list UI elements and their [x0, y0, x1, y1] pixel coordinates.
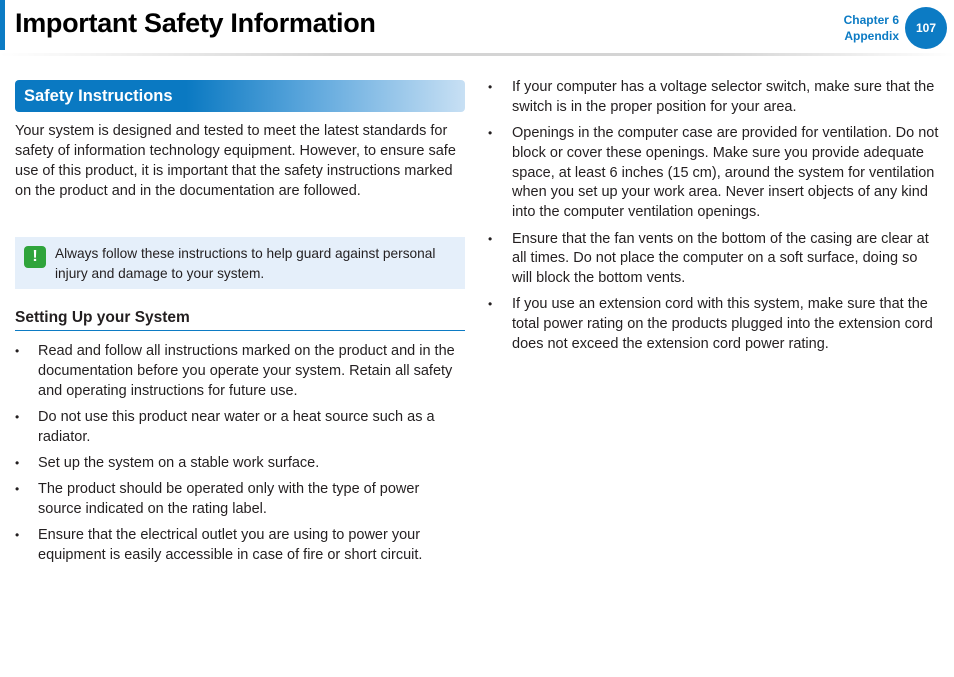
page-number-badge: 107: [905, 7, 947, 49]
caution-note: [15, 237, 465, 289]
safety-bullet-list: [488, 78, 940, 355]
list-item: • The product should be operated only with the type of power source indicated on the rating label.: [15, 480, 465, 520]
list-item: • Read and follow all instructions marked on the product and in the documentation before you operate your system. Retain all safety and operating instructions for future use.: [15, 342, 465, 401]
page-title: Important Safety Information: [15, 8, 376, 38]
chapter-info: [844, 12, 899, 44]
left-column: [15, 80, 465, 572]
page-header: [0, 0, 954, 56]
list-item: • Openings in the computer case are provided for ventilation. Do not block or cover these openings. Make sure you provide adequate space, at least 6 inches (15 cm), around the system for ventilation when you set up your work area. Never insert objects of any kind into the computer ventilation openings.: [488, 124, 940, 223]
subheading-setting-up: Setting Up your System: [15, 309, 465, 331]
list-item: • Ensure that the fan vents on the bottom of the casing are clear at all times. Do not place the computer on a soft surface, doing so will block the bottom vents.: [488, 230, 940, 289]
list-item: • Do not use this product near water or a heat source such as a radiator.: [15, 408, 465, 448]
exclamation-icon: !: [24, 246, 46, 268]
header-divider: [0, 53, 954, 56]
section-label: Appendix: [844, 29, 899, 43]
intro-paragraph: Your system is designed and tested to meet the latest standards for safety of information technology equipment. However, to ensure safe use of this product, it is important that the safety instructions marked on the product and in the documentation are followed.: [15, 123, 456, 199]
setup-bullet-list: [15, 342, 465, 566]
section-title-safety-instructions: Safety Instructions: [15, 80, 465, 112]
list-item: • Ensure that the electrical outlet you are using to power your equipment is easily accessible in case of fire or short circuit.: [15, 526, 465, 566]
list-item: • Set up the system on a stable work surface.: [15, 454, 465, 474]
header-accent-bar: [0, 0, 5, 50]
chapter-label: Chapter 6: [843, 13, 899, 27]
caution-text: Always follow these instructions to help guard against personal injury and damage to your system.: [55, 246, 436, 281]
right-column: [488, 78, 940, 361]
list-item: • If your computer has a voltage selector switch, make sure that the switch is in the proper position for your area.: [488, 78, 940, 118]
list-item: • If you use an extension cord with this system, make sure that the total power rating on the products plugged into the extension cord does not exceed the extension cord power rating.: [488, 295, 940, 354]
